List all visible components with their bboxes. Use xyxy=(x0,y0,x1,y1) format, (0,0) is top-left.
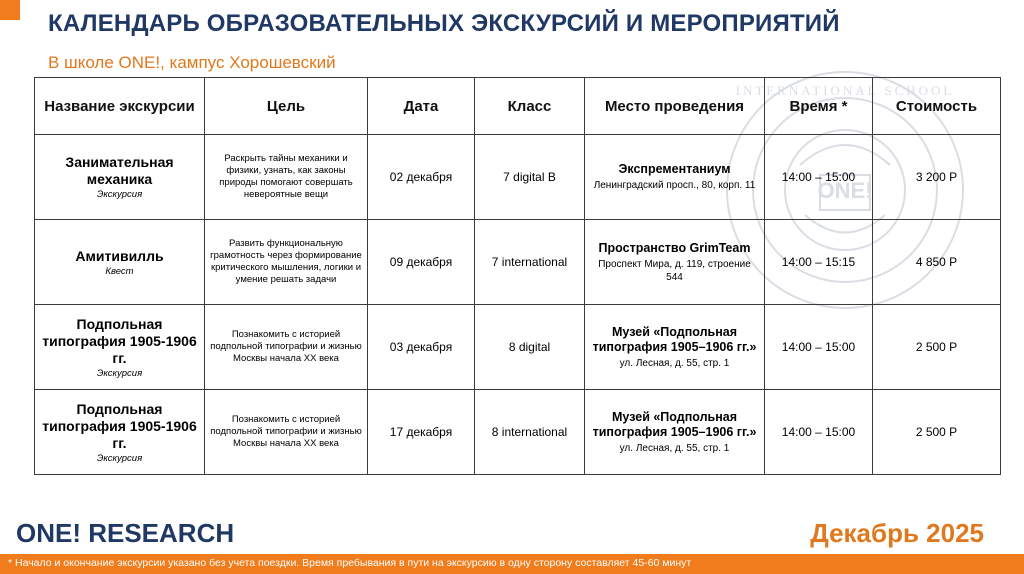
table-row xyxy=(35,220,1001,305)
place-address: Проспект Мира, д. 119, строение 544 xyxy=(598,258,751,283)
event-type: Квест xyxy=(105,265,134,277)
cell-name xyxy=(35,135,205,220)
table-header-row xyxy=(35,78,1001,135)
cell-price: 2 500 Р xyxy=(873,390,1001,475)
cell-name xyxy=(35,305,205,390)
cell-price: 4 850 Р xyxy=(873,220,1001,305)
event-goal: Познакомить с историей подпольной типографии и жизнью Москвы начала XX века xyxy=(210,414,362,449)
cell-time: 14:00 – 15:00 xyxy=(765,305,873,390)
cell-place xyxy=(585,305,765,390)
seal-logo-text: ONE! xyxy=(817,178,873,203)
event-goal: Познакомить с историей подпольной типографии и жизнью Москвы начала XX века xyxy=(210,329,362,364)
page-title: КАЛЕНДАРЬ ОБРАЗОВАТЕЛЬНЫХ ЭКСКУРСИЙ И МЕРОПРИЯТИЙ xyxy=(48,10,840,37)
event-name: Подпольная типография 1905-1906 гг. xyxy=(42,400,197,451)
cell-name xyxy=(35,390,205,475)
column-header-name: Название экскурсии xyxy=(35,78,205,135)
place-name: Музей «Подпольная типография 1905–1906 гг.» xyxy=(592,409,757,439)
cell-time: 14:00 – 15:00 xyxy=(765,390,873,475)
column-header-place: Место проведения xyxy=(585,78,765,135)
column-header-goal: Цель xyxy=(205,78,368,135)
event-goal: Раскрыть тайны механики и физики, узнать, как законы природы помогают совершать невероятные вещи xyxy=(219,153,353,200)
cell-place xyxy=(585,135,765,220)
cell-price: 2 500 Р xyxy=(873,305,1001,390)
page-subtitle: В школе ONE!, кампус Хорошевский xyxy=(48,53,336,72)
event-name: Амитивилль xyxy=(75,247,164,264)
event-type: Экскурсия xyxy=(96,367,143,379)
place-name: Пространство GrimTeam xyxy=(598,240,751,255)
table-row xyxy=(35,135,1001,220)
table-row xyxy=(35,390,1001,475)
cell-date: 02 декабря xyxy=(368,135,475,220)
event-type: Экскурсия xyxy=(96,189,143,200)
cell-date: 09 декабря xyxy=(368,220,475,305)
cell-grade: 7 international xyxy=(475,220,585,305)
corner-accent xyxy=(0,0,20,20)
cell-time: 14:00 – 15:00 xyxy=(765,135,873,220)
seal-ring-text: INTERNATIONAL SCHOOL xyxy=(735,83,955,98)
table-row xyxy=(35,305,1001,390)
cell-grade: 8 digital xyxy=(475,305,585,390)
cell-date: 17 декабря xyxy=(368,390,475,475)
cell-place xyxy=(585,220,765,305)
place-address: ул. Лесная, д. 55, стр. 1 xyxy=(619,442,730,454)
cell-goal xyxy=(205,390,368,475)
cell-goal xyxy=(205,220,368,305)
footnote-bar xyxy=(0,554,1024,574)
cell-goal xyxy=(205,135,368,220)
column-header-date: Дата xyxy=(368,78,475,135)
cell-time: 14:00 – 15:15 xyxy=(765,220,873,305)
place-name: Экспрементаниум xyxy=(618,162,731,176)
events-table xyxy=(34,77,1001,475)
cell-date: 03 декабря xyxy=(368,305,475,390)
event-goal: Развить функциональную грамотность через формирование критического мышления, логики и умение решать задачи xyxy=(210,238,362,285)
brand-name: ONE! RESEARCH xyxy=(16,518,235,548)
cell-name xyxy=(35,220,205,305)
place-address: ул. Лесная, д. 55, стр. 1 xyxy=(619,357,730,369)
cell-place xyxy=(585,390,765,475)
event-name: Подпольная типография 1905-1906 гг. xyxy=(42,315,197,366)
event-type: Экскурсия xyxy=(96,452,143,464)
period-label: Декабрь 2025 xyxy=(810,518,984,548)
event-name: Занимательная механика xyxy=(65,154,174,187)
cell-grade: 7 digital B xyxy=(475,135,585,220)
cell-price: 3 200 Р xyxy=(873,135,1001,220)
footnote-text: * Начало и окончание экскурсии указано без учета поездки. Время пребывания в пути на экскурсию в одну сторону составляет 45-60 минут xyxy=(8,557,692,569)
column-header-price: Стоимость xyxy=(873,78,1001,135)
cell-goal xyxy=(205,305,368,390)
column-header-grade: Класс xyxy=(475,78,585,135)
place-address: Ленинградский просп., 80, корп. 11 xyxy=(593,180,756,191)
column-header-time: Время * xyxy=(765,78,873,135)
cell-grade: 8 international xyxy=(475,390,585,475)
place-name: Музей «Подпольная типография 1905–1906 гг.» xyxy=(592,324,757,354)
